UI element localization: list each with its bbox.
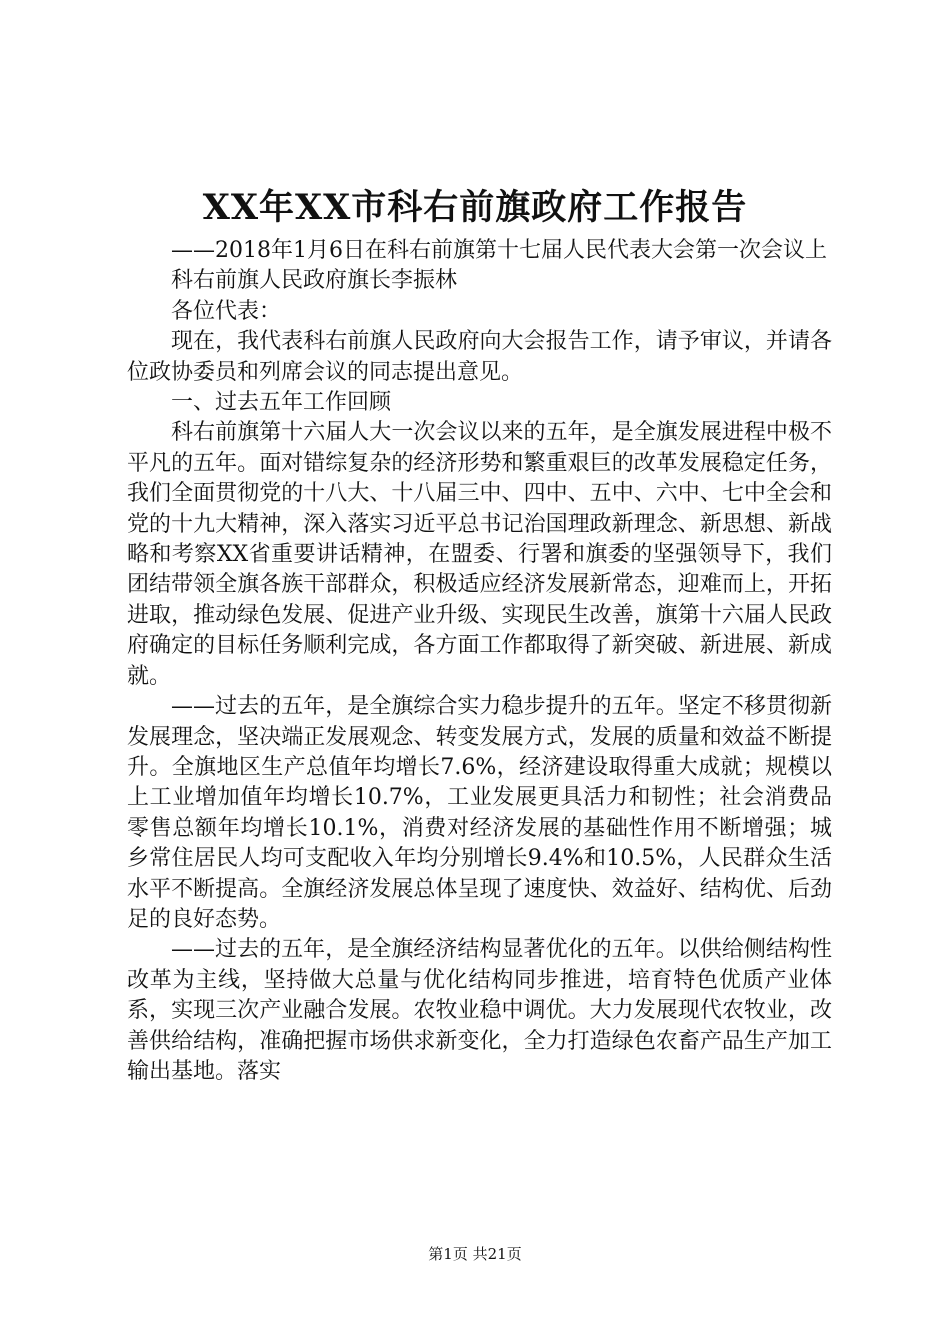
body-paragraph: 现在，我代表科右前旗人民政府向大会报告工作，请予审议，并请各位政协委员和列席会议的同志提出意见。: [127, 329, 832, 385]
body-paragraph: ——过去的五年，是全旗综合实力稳步提升的五年。坚定不移贯彻新发展理念，坚决端正发展观念、转变发展方式，发展的质量和效益不断提升。全旗地区生产总值年均增长7.6%，经济建设取得重大成就；规模以上工业增加值年均增长10.7%，工业发展更具活力和韧性；社会消费品零售总额年均增长10.1%，消费对经济发展的基础性作用不断增强；城乡常住居民人均可支配收入年均分别增长9.4%和10.5%，人民群众生活水平不断提高。全旗经济发展总体呈现了速度快、效益好、结构优、后劲足的良好态势。: [127, 694, 832, 932]
subtitle-line: ——2018年1月6日在科右前旗第十七届人民代表大会第一次会议上: [171, 238, 827, 263]
body-paragraph: 科右前旗第十六届人大一次会议以来的五年，是全旗发展进程中极不平凡的五年。面对错综复杂的经济形势和繁重艰巨的改革发展稳定任务，我们全面贯彻党的十八大、十八届三中、四中、五中、六中、七中全会和党的十九大精神，深入落实习近平总书记治国理政新理念、新思想、新战略和考察XX省重要讲话精神，在盟委、行署和旗委的坚强领导下，我们团结带领全旗各族干部群众，积极适应经济发展新常态，迎难而上，开拓进取，推动绿色发展、促进产业升级、实现民生改善，旗第十六届人民政府确定的目标任务顺利完成，各方面工作都取得了新突破、新进展、新成就。: [127, 420, 832, 689]
body-paragraph: ——过去的五年，是全旗经济结构显著优化的五年。以供给侧结构性改革为主线，坚持做大总量与优化结构同步推进，培育特色优质产业体系，实现三次产业融合发展。农牧业稳中调优。大力发展现代农牧业，改善供给结构，准确把握市场供求新变化，全力打造绿色农畜产品生产加工输出基地。落实: [127, 937, 832, 1084]
speaker-line: 科右前旗人民政府旗长李振林: [171, 268, 458, 294]
salutation: 各位代表：: [171, 298, 282, 324]
section-heading: 一、过去五年工作回顾: [171, 390, 392, 416]
page-footer: 第1页 共21页: [428, 1245, 522, 1263]
document-body: [127, 236, 832, 1087]
document-title: XX年XX市科右前旗政府工作报告: [202, 187, 748, 228]
